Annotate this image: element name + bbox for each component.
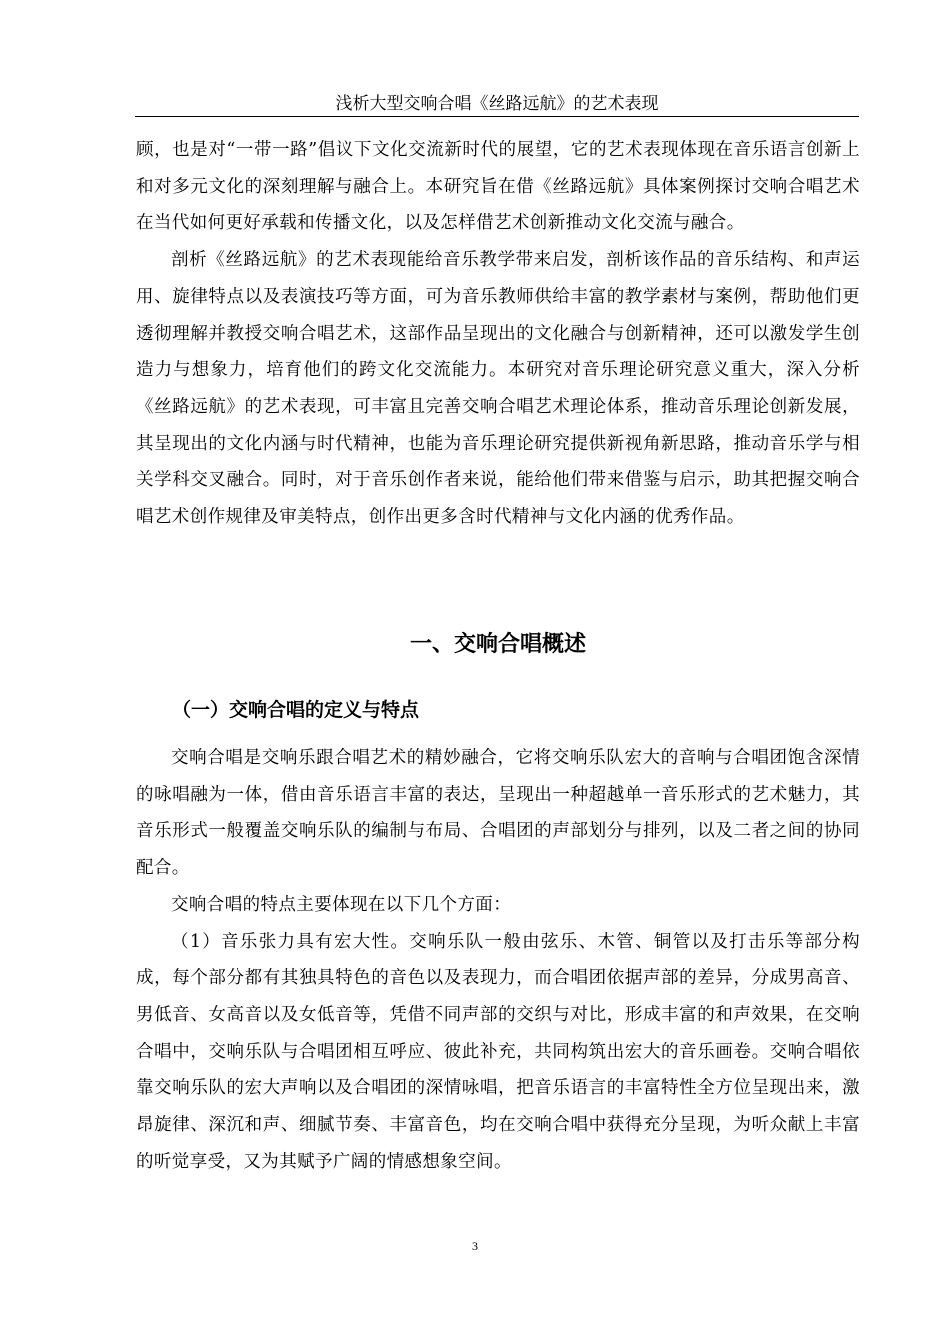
paragraph: 交响合唱是交响乐跟合唱艺术的精妙融合，它将交响乐队宏大的音响与合唱团饱含深情的咏唱融为一体，借由音乐语言丰富的表达，呈现出一种超越单一音乐形式的艺术魅力，其音乐形式一般覆盖交响乐队的编制与布局、合唱团的声部划分与排列，以及二者之间的协同配合。 [136, 748, 860, 879]
running-header: 浅析大型交响合唱《丝路远航》的艺术表现 [335, 94, 659, 114]
paragraph: 剖析《丝路远航》的艺术表现能给音乐教学带来启发，剖析该作品的音乐结构、和声运用、旋律特点以及表演技巧等方面，可为音乐教师供给丰富的教学素材与案例，帮助他们更透彻理解并教授交响合唱艺术，这部作品呈现出的文化融合与创新精神，还可以激发学生创造力与想象力，培育他们的跨文化交流能力。本研究对音乐理论研究意义重大，深入分析《丝路远航》的艺术表现，可丰富且完善交响合唱艺术理论体系，推动音乐理论创新发展，其呈现出的文化内涵与时代精神，也能为音乐理论研究提供新视角新思路，推动音乐学与相关学科交叉融合。同时，对于音乐创作者来说，能给他们带来借鉴与启示，助其把握交响合唱艺术创作规律及审美特点，创作出更多含时代精神与文化内涵的优秀作品。 [136, 250, 860, 528]
header-rule [135, 116, 859, 117]
paragraph: 顾，也是对“一带一路”倡议下文化交流新时代的展望，它的艺术表现体现在音乐语言创新上和对多元文化的深刻理解与融合上。本研究旨在借《丝路远航》具体案例探讨交响合唱艺术在当代如何更好承载和传播文化，以及怎样借艺术创新推动文化交流与融合。 [136, 140, 860, 234]
body-text-top [136, 132, 860, 536]
page-number: 3 [472, 1239, 478, 1253]
subsection-title: （一）交响合唱的定义与特点 [172, 699, 420, 721]
paragraph: 交响合唱的特点主要体现在以下几个方面： [171, 894, 512, 915]
paragraph: （1）音乐张力具有宏大性。交响乐队一般由弦乐、木管、铜管以及打击乐等部分构成，每个部分都有其独具特色的音色以及表现力，而合唱团依据声部的差异，分成男高音、男低音、女高音以及女低音等，凭借不同声部的交织与对比，形成丰富的和声效果，在交响合唱中，交响乐队与合唱团相互呼应、彼此补充，共同构筑出宏大的音乐画卷。交响合唱依靠交响乐队的宏大声响以及合唱团的深情咏唱，把音乐语言的丰富特性全方位呈现出来，激昂旋律、深沉和声、细腻节奏、丰富音色，均在交响合唱中获得充分呈现，为听众献上丰富的听觉享受，又为其赋予广阔的情感想象空间。 [136, 931, 860, 1172]
body-text-bottom [136, 740, 860, 1180]
section-title: 一、交响合唱概述 [409, 632, 586, 657]
